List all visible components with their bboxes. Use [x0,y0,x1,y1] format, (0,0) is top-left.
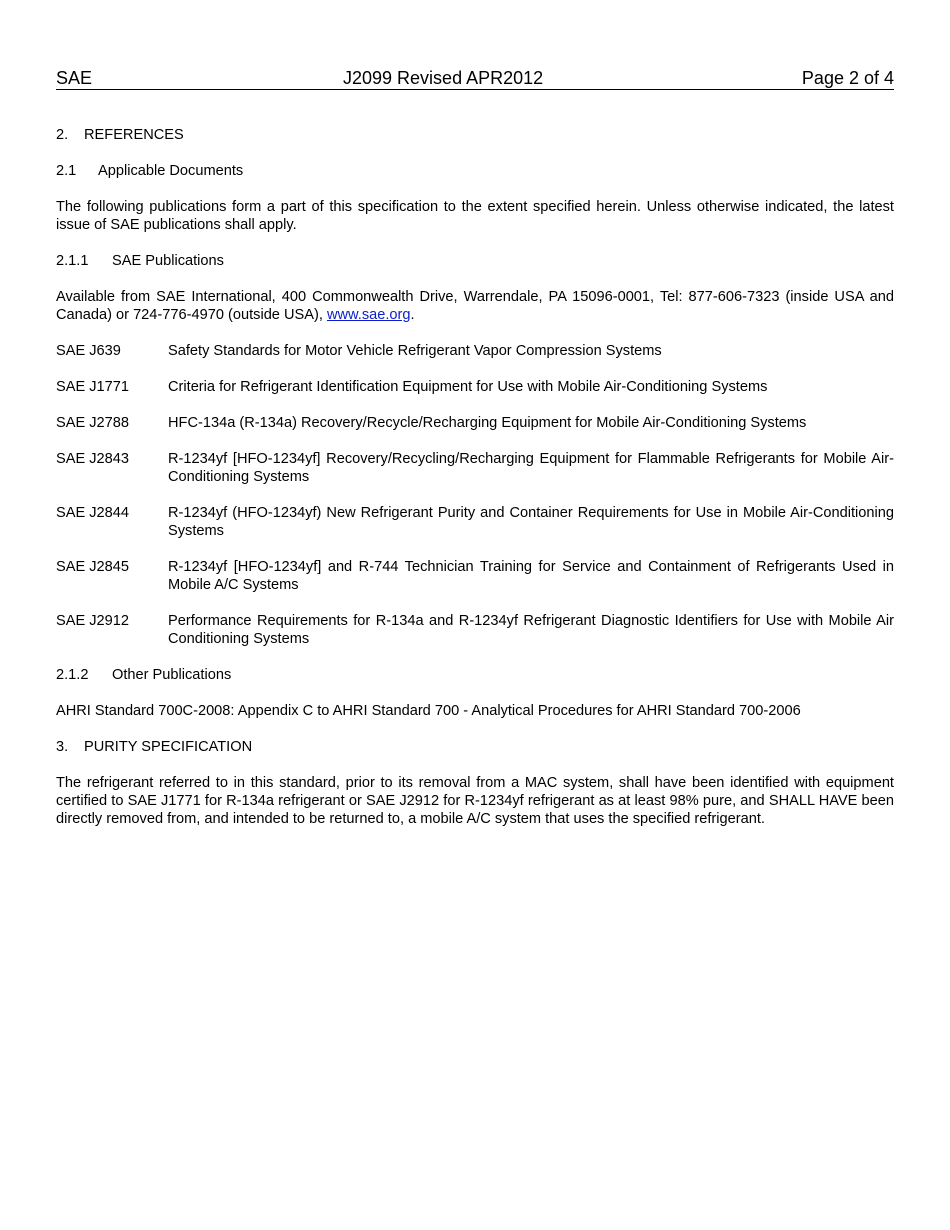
reference-title: R-1234yf (HFO-1234yf) New Refrigerant Purity and Container Requirements for Use in Mobile Air-Conditioning Systems [168,505,894,539]
reference-code: SAE J639 [56,343,121,359]
section-3-heading [56,738,894,756]
section-2-1-2-heading [56,666,894,684]
reference-code: SAE J2845 [56,559,130,575]
section-3-paragraph: The refrigerant referred to in this standard, prior to its removal from a MAC system, shall have been identified with equipment certified to SAE J1771 for R-134a refrigerant or SAE J2912 for R-1234yf refrigerant as at least 98% pure, and SHALL HAVE been directly removed from, and intended to be returned to, a mobile A/C system that uses the specified refrigerant. [56,775,894,827]
reference-item [56,378,894,396]
reference-title: R-1234yf [HFO-1234yf] and R-744 Technician Training for Service and Containment of Refrigerants Used in Mobile A/C Systems [168,559,894,593]
reference-item [56,504,894,540]
reference-item [56,558,894,594]
reference-title: R-1234yf [HFO-1234yf] Recovery/Recycling/Recharging Equipment for Flammable Refrigerants for Mobile Air-Conditioning Systems [168,451,894,485]
section-2-1-1-paragraph [56,288,894,324]
section-title: SAE Publications [112,253,224,269]
section-number: 2.1.2 [56,667,89,683]
header-doc-id: J2099 Revised APR2012 [343,68,544,88]
reference-item [56,612,894,648]
reference-title: Safety Standards for Motor Vehicle Refrigerant Vapor Compression Systems [168,343,662,359]
section-2-1-paragraph: The following publications form a part of this specification to the extent specified herein. Unless otherwise indicated, the latest issue of SAE publications shall apply. [56,199,894,233]
section-title: REFERENCES [84,127,184,143]
header-page-number: Page 2 of 4 [801,68,894,88]
section-2-heading [56,126,894,144]
reference-title: Criteria for Refrigerant Identification Equipment for Use with Mobile Air-Conditioning Systems [168,379,768,395]
reference-item [56,342,894,360]
sae-website-link[interactable]: www.sae.org [326,307,411,323]
sentence-end: . [410,307,415,323]
header-org: SAE [56,68,93,88]
page-header [56,68,894,90]
availability-text: Available from SAE International, 400 Commonwealth Drive, Warrendale, PA 15096-0001, Tel: 877-606-7323 (inside USA and Canada) or 724-776-4970 (outside USA), [56,289,894,323]
reference-code: SAE J2788 [56,415,130,431]
section-title: Other Publications [112,667,232,683]
reference-title: HFC-134a (R-134a) Recovery/Recycle/Recharging Equipment for Mobile Air-Conditioning Systems [168,415,807,431]
section-number: 3. [56,739,69,755]
section-2-1-1-heading [56,252,894,270]
section-2-1-heading [56,162,894,180]
reference-code: SAE J2844 [56,505,130,521]
reference-title: Performance Requirements for R-134a and R-1234yf Refrigerant Diagnostic Identifiers for Use with Mobile Air Conditioning Systems [168,613,894,647]
section-number: 2.1 [56,163,77,179]
reference-code: SAE J1771 [56,379,130,395]
section-number: 2. [56,127,69,143]
reference-code: SAE J2843 [56,451,130,467]
section-title: Applicable Documents [98,163,244,179]
reference-code: SAE J2912 [56,613,130,629]
reference-item [56,450,894,486]
section-title: PURITY SPECIFICATION [84,739,253,755]
reference-item [56,414,894,432]
section-2-1-2-paragraph: AHRI Standard 700C-2008: Appendix C to AHRI Standard 700 - Analytical Procedures for AHRI Standard 700-2006 [56,703,801,719]
section-number: 2.1.1 [56,253,89,269]
page-content [56,126,894,828]
